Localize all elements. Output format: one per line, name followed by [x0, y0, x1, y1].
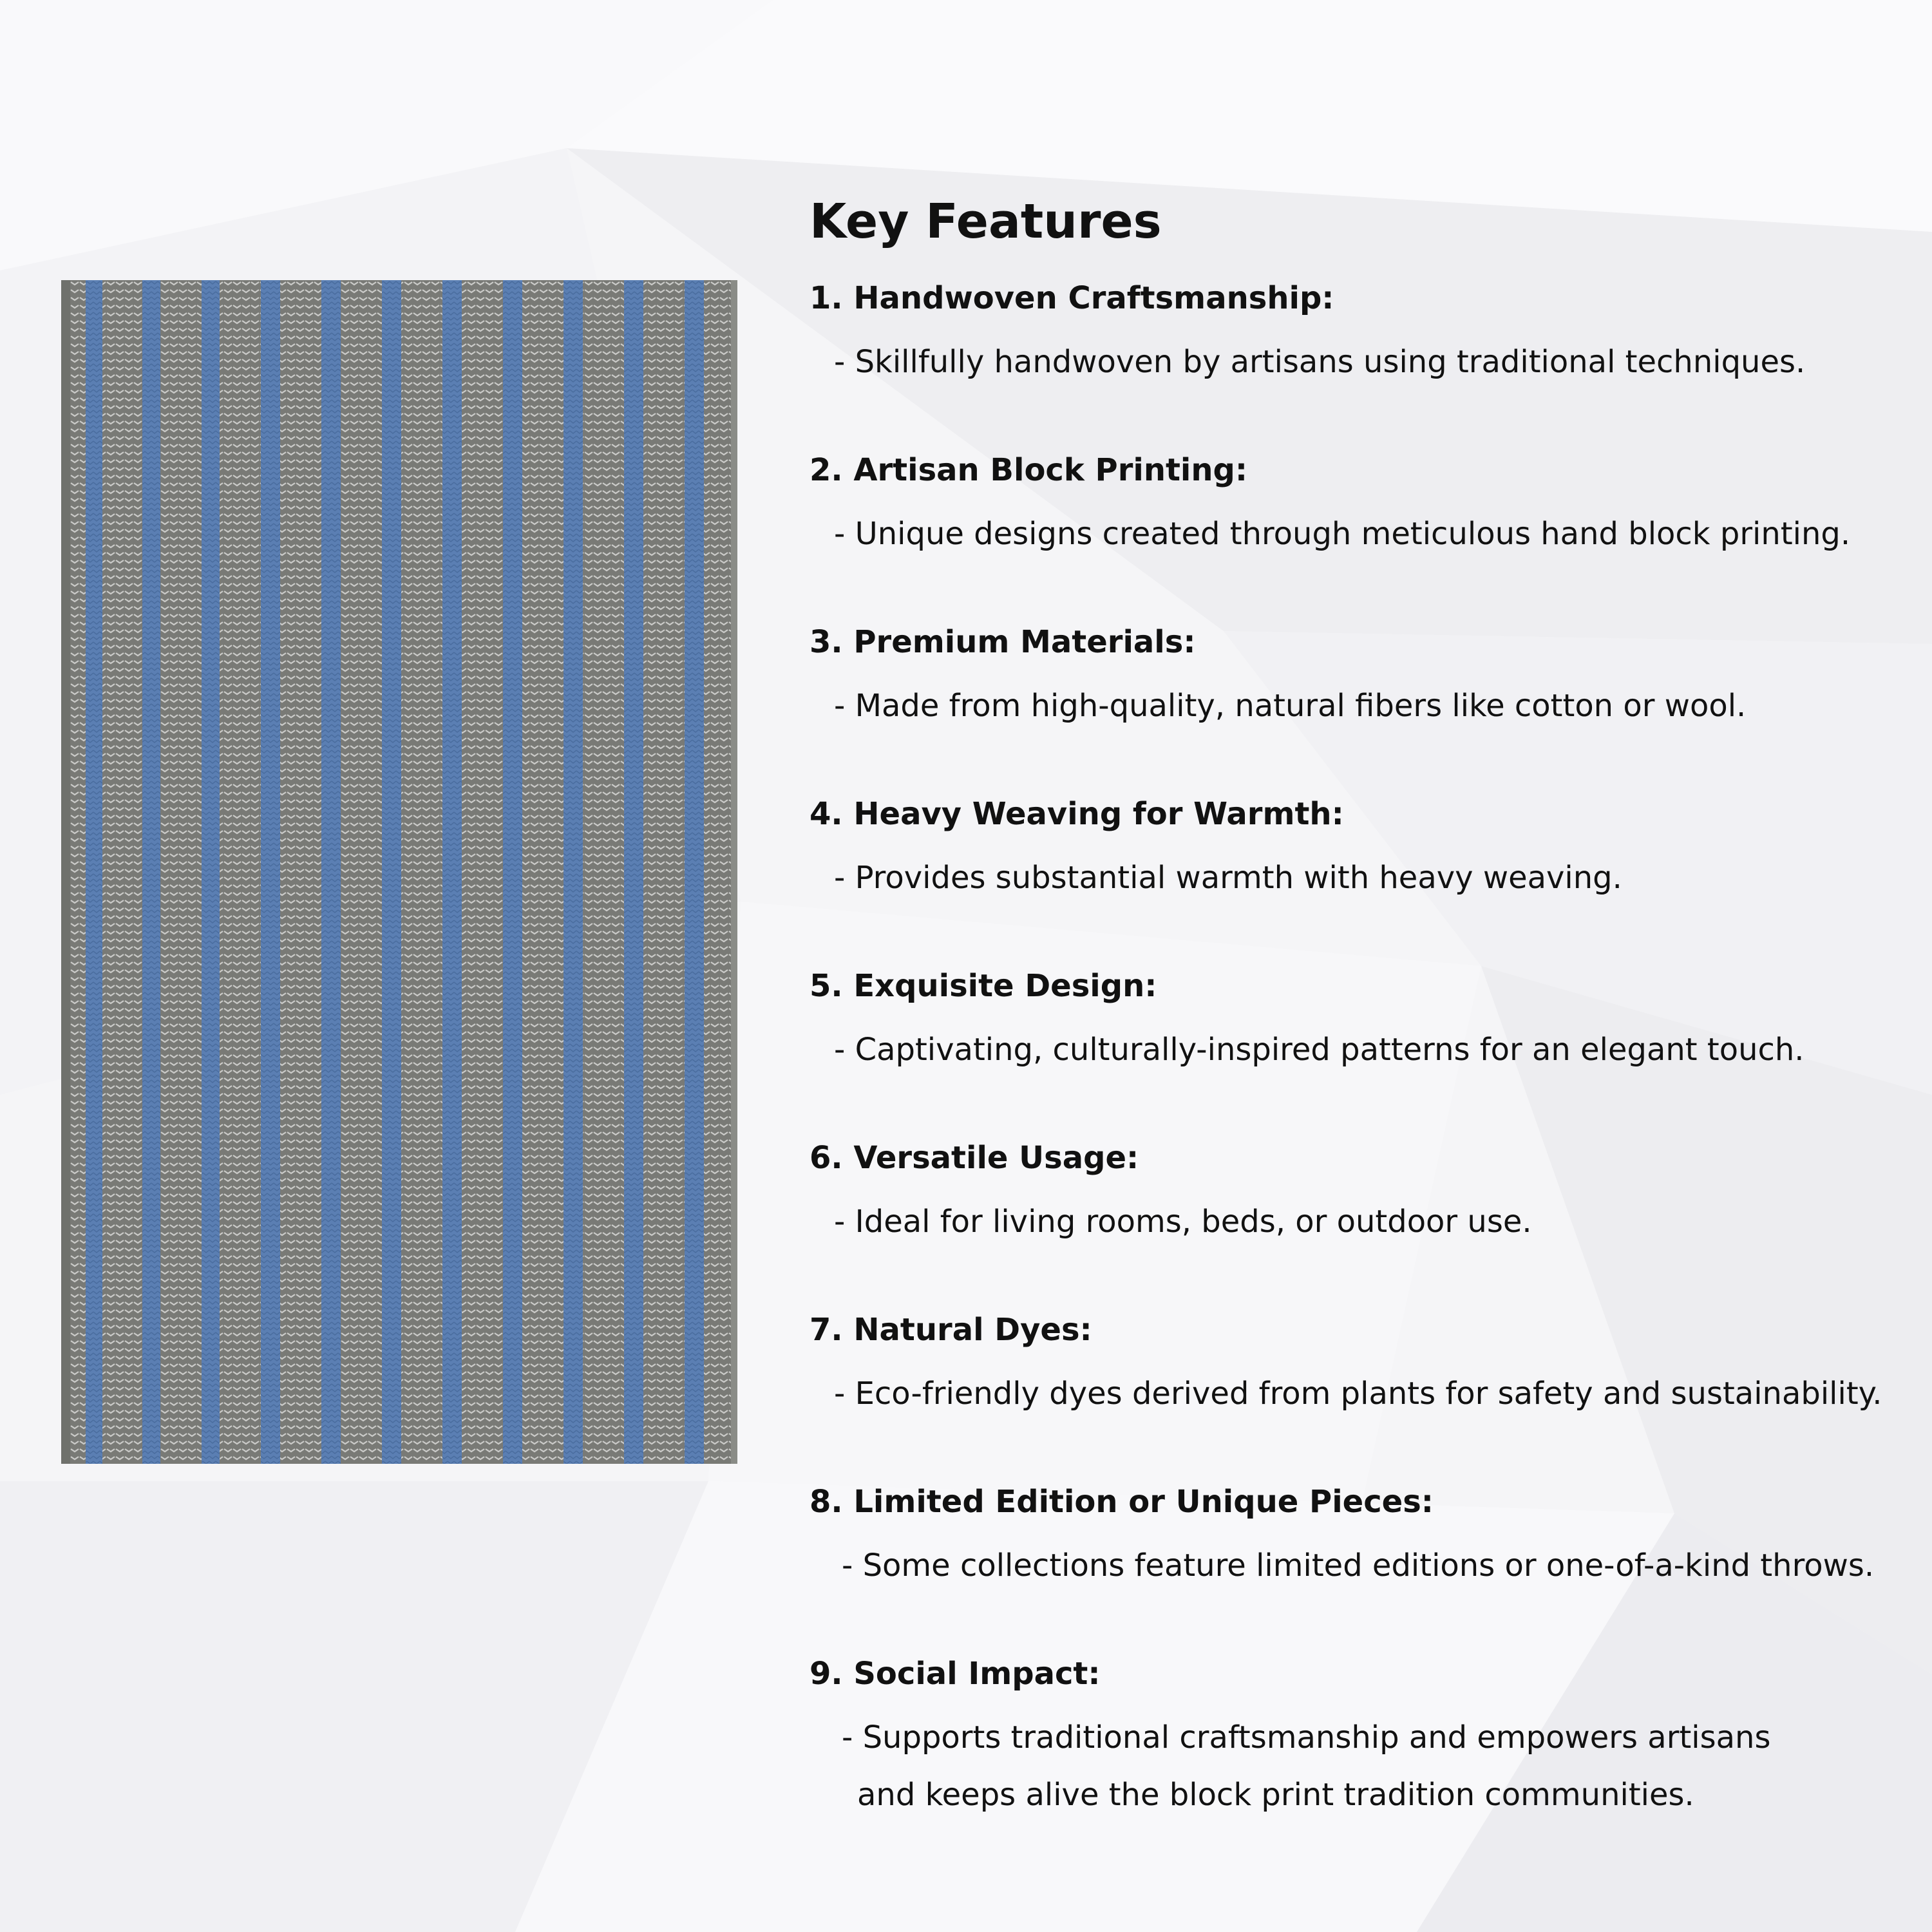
feature-heading: 7. Natural Dyes: [810, 1312, 1092, 1348]
feature-description [810, 1709, 1904, 1824]
product-image-striped-throw [61, 280, 737, 1464]
feature-description-line2: and keeps alive the block print tradition communities. [857, 1777, 1694, 1813]
feature-item-versatile-usage [810, 1135, 1904, 1307]
feature-item-heavy-weaving [810, 791, 1904, 963]
feature-item-social-impact [810, 1651, 1904, 1823]
feature-heading: 2. Artisan Block Printing: [810, 452, 1248, 488]
feature-item-block-printing [810, 448, 1904, 620]
feature-heading: 1. Handwoven Craftsmanship: [810, 280, 1334, 316]
feature-heading: 9. Social Impact: [810, 1656, 1101, 1692]
feature-description: - Captivating, culturally-inspired patterns for an elegant touch. [834, 1032, 1804, 1068]
feature-item-handwoven [810, 276, 1904, 448]
feature-description: - Eco-friendly dyes derived from plants for safety and sustainability. [834, 1376, 1882, 1412]
feature-item-premium-materials [810, 620, 1904, 791]
feature-description: - Some collections feature limited editions or one-of-a-kind throws. [842, 1548, 1875, 1584]
feature-heading: 6. Versatile Usage: [810, 1140, 1139, 1176]
feature-item-exquisite-design [810, 963, 1904, 1135]
feature-item-natural-dyes [810, 1307, 1904, 1479]
feature-heading: 4. Heavy Weaving for Warmth: [810, 796, 1344, 832]
feature-description: - Provides substantial warmth with heavy weaving. [834, 860, 1622, 896]
key-features-section [810, 187, 1904, 1823]
feature-item-limited-edition [810, 1479, 1904, 1651]
feature-description: - Made from high-quality, natural fibers like cotton or wool. [834, 688, 1747, 724]
feature-heading: 5. Exquisite Design: [810, 968, 1157, 1004]
feature-description: - Ideal for living rooms, beds, or outdoor use. [834, 1204, 1532, 1240]
page-title: Key Features [810, 194, 1162, 249]
feature-description: - Unique designs created through meticulous hand block printing. [834, 516, 1851, 552]
feature-heading: 3. Premium Materials: [810, 624, 1196, 660]
feature-description: - Skillfully handwoven by artisans using traditional techniques. [834, 344, 1806, 380]
feature-heading: 8. Limited Edition or Unique Pieces: [810, 1484, 1434, 1520]
feature-description-line1: - Supports traditional craftsmanship and empowers artisans [842, 1719, 1771, 1756]
feature-list [810, 276, 1904, 1823]
